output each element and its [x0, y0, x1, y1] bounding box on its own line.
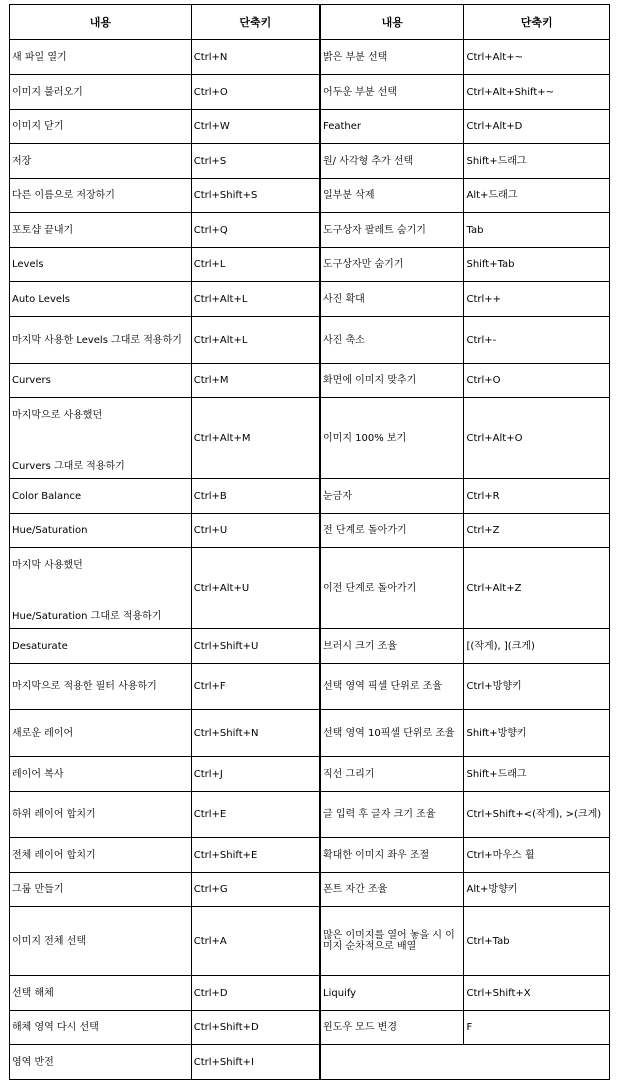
table-row — [10, 144, 320, 179]
shortcut-cell: Ctrl+Alt+~ — [464, 40, 610, 75]
table-row — [321, 398, 610, 479]
header-content: 내용 — [321, 5, 464, 40]
table-row — [321, 838, 610, 873]
table-row — [10, 364, 320, 398]
content-cell: 새 파일 열기 — [10, 40, 192, 75]
content-cell: 글 입력 후 글자 크기 조율 — [321, 792, 464, 838]
table-row — [10, 213, 320, 248]
shortcut-cell: Ctrl+Shift+S — [191, 179, 319, 213]
table-row — [10, 398, 320, 479]
table-row — [10, 629, 320, 664]
table-row — [321, 213, 610, 248]
content-cell: Auto Levels — [10, 282, 192, 317]
content-cell: 해체 영역 다시 선택 — [10, 1011, 192, 1045]
empty-cell — [321, 1045, 610, 1080]
header-shortcut: 단축키 — [464, 5, 610, 40]
shortcut-cell: Ctrl+Alt+O — [464, 398, 610, 479]
content-cell: 많은 이미지를 열어 놓을 시 이미지 순차적으로 배열 — [321, 907, 464, 976]
shortcut-cell: Ctrl+N — [191, 40, 319, 75]
shortcut-cell: [(작게), ](크게) — [464, 629, 610, 664]
content-line: 마지막으로 사용했던 — [12, 410, 103, 421]
content-cell: 밝은 부분 선택 — [321, 40, 464, 75]
table-row — [10, 1045, 320, 1080]
shortcut-cell: Alt+드래그 — [464, 179, 610, 213]
shortcut-cell: Ctrl+Alt+Shift+~ — [464, 75, 610, 110]
shortcut-cell: Ctrl+Alt+M — [191, 398, 319, 479]
shortcut-cell: Ctrl+B — [191, 479, 319, 514]
table-row — [321, 144, 610, 179]
content-line: 마지막 사용했던 — [12, 560, 83, 571]
shortcut-cell: Ctrl+S — [191, 144, 319, 179]
header-row — [321, 5, 610, 40]
table-row — [321, 110, 610, 144]
table-row — [10, 479, 320, 514]
content-cell: Curvers — [10, 364, 192, 398]
content-cell: 윈도우 모드 변경 — [321, 1011, 464, 1045]
content-cell: 이미지 불러오기 — [10, 75, 192, 110]
content-cell: 다른 이름으로 저장하기 — [10, 179, 192, 213]
content-cell: 새로운 레이어 — [10, 710, 192, 757]
table-row — [10, 514, 320, 548]
table-row — [10, 110, 320, 144]
table-row — [321, 514, 610, 548]
shortcut-cell: Ctrl+마우스 휠 — [464, 838, 610, 873]
content-cell — [10, 398, 192, 479]
content-cell: 전체 레이어 합치기 — [10, 838, 192, 873]
shortcut-cell: Ctrl+Alt+Z — [464, 548, 610, 629]
table-row — [10, 757, 320, 792]
shortcut-cell: Ctrl+U — [191, 514, 319, 548]
table-row — [10, 40, 320, 75]
content-cell: 직선 그리기 — [321, 757, 464, 792]
shortcut-cell: Ctrl+R — [464, 479, 610, 514]
table-row — [10, 1011, 320, 1045]
shortcut-cell: Ctrl+J — [191, 757, 319, 792]
content-cell: 어두운 부분 선택 — [321, 75, 464, 110]
shortcut-table-right — [320, 4, 610, 1080]
empty-row — [321, 1045, 610, 1080]
content-cell: 이미지 닫기 — [10, 110, 192, 144]
table-row — [321, 1011, 610, 1045]
table-row — [321, 282, 610, 317]
table-row — [321, 364, 610, 398]
content-cell: 이미지 100% 보기 — [321, 398, 464, 479]
shortcut-cell: Ctrl+Shift+I — [191, 1045, 319, 1080]
table-row — [321, 664, 610, 710]
table-row — [10, 317, 320, 364]
shortcut-cell: Ctrl+Alt+U — [191, 548, 319, 629]
content-cell: Liquify — [321, 976, 464, 1011]
content-cell: Hue/Saturation — [10, 514, 192, 548]
content-cell: 저장 — [10, 144, 192, 179]
shortcut-cell: Ctrl+Shift+X — [464, 976, 610, 1011]
shortcut-cell: Shift+드래그 — [464, 757, 610, 792]
table-row — [10, 838, 320, 873]
shortcut-cell: Ctrl+Shift+E — [191, 838, 319, 873]
shortcut-cell: Ctrl+W — [191, 110, 319, 144]
shortcut-cell: Ctrl+O — [191, 75, 319, 110]
content-line: Hue/Saturation 그대로 적용하기 — [12, 611, 162, 622]
shortcut-cell: Ctrl+F — [191, 664, 319, 710]
content-cell: 눈금자 — [321, 479, 464, 514]
content-cell: 이전 단계로 돌아가기 — [321, 548, 464, 629]
table-row — [10, 873, 320, 907]
content-cell: 사진 축소 — [321, 317, 464, 364]
shortcut-cell: Ctrl+Alt+L — [191, 282, 319, 317]
content-cell: Color Balance — [10, 479, 192, 514]
table-row — [10, 664, 320, 710]
table-row — [10, 907, 320, 976]
content-cell: 원/ 사각형 추가 선택 — [321, 144, 464, 179]
table-row — [321, 479, 610, 514]
content-cell: 선택 해체 — [10, 976, 192, 1011]
shortcut-cell: Ctrl+M — [191, 364, 319, 398]
content-cell: 사진 확대 — [321, 282, 464, 317]
table-row — [321, 40, 610, 75]
shortcut-cell: Ctrl+Z — [464, 514, 610, 548]
table-row — [321, 629, 610, 664]
table-row — [321, 179, 610, 213]
content-cell: 폰트 자간 조율 — [321, 873, 464, 907]
shortcut-cell: Ctrl+Shift+N — [191, 710, 319, 757]
content-cell — [10, 548, 192, 629]
content-cell: 선택 영역 10픽셀 단위로 조율 — [321, 710, 464, 757]
shortcut-cell: Ctrl+- — [464, 317, 610, 364]
table-row — [10, 976, 320, 1011]
content-cell: 화면에 이미지 맞추기 — [321, 364, 464, 398]
header-content: 내용 — [10, 5, 192, 40]
content-cell: 도구상자 팔레트 숨기기 — [321, 213, 464, 248]
table-row — [10, 792, 320, 838]
table-row — [321, 710, 610, 757]
shortcut-table-left — [9, 4, 320, 1080]
shortcut-cell: Ctrl+G — [191, 873, 319, 907]
content-cell: 브러시 크기 조율 — [321, 629, 464, 664]
shortcut-cell: Shift+Tab — [464, 248, 610, 282]
shortcut-cell: Ctrl+방향키 — [464, 664, 610, 710]
table-row — [10, 75, 320, 110]
content-cell: 마지막 사용한 Levels 그대로 적용하기 — [10, 317, 192, 364]
content-cell: 전 단계로 돌아가기 — [321, 514, 464, 548]
table-row — [10, 282, 320, 317]
content-cell: Levels — [10, 248, 192, 282]
shortcut-cell: Ctrl+E — [191, 792, 319, 838]
table-row — [321, 248, 610, 282]
table-row — [321, 792, 610, 838]
table-row — [321, 317, 610, 364]
shortcut-cell: Ctrl+Shift+D — [191, 1011, 319, 1045]
shortcut-sheet — [9, 4, 610, 1071]
content-cell: Feather — [321, 110, 464, 144]
content-cell: 마지막으로 적용한 필터 사용하기 — [10, 664, 192, 710]
table-row — [321, 907, 610, 976]
content-cell: 그룹 만들기 — [10, 873, 192, 907]
shortcut-cell: Tab — [464, 213, 610, 248]
content-cell: 도구상자만 숨기기 — [321, 248, 464, 282]
header-row — [10, 5, 320, 40]
table-row — [10, 710, 320, 757]
shortcut-cell: Alt+방향키 — [464, 873, 610, 907]
content-cell: Desaturate — [10, 629, 192, 664]
shortcut-cell: Ctrl+L — [191, 248, 319, 282]
table-row — [10, 548, 320, 629]
table-row — [321, 873, 610, 907]
content-cell: 일부분 삭제 — [321, 179, 464, 213]
content-cell: 하위 레이어 합치기 — [10, 792, 192, 838]
table-row — [321, 548, 610, 629]
table-row — [321, 75, 610, 110]
shortcut-cell: Ctrl++ — [464, 282, 610, 317]
shortcut-cell: Ctrl+O — [464, 364, 610, 398]
table-row — [10, 248, 320, 282]
shortcut-cell: Ctrl+A — [191, 907, 319, 976]
content-cell: 레이어 복사 — [10, 757, 192, 792]
table-row — [321, 757, 610, 792]
shortcut-cell: Ctrl+D — [191, 976, 319, 1011]
content-cell: 포토샵 끝내기 — [10, 213, 192, 248]
content-cell: 선택 영역 픽셀 단위로 조율 — [321, 664, 464, 710]
shortcut-cell: Ctrl+Q — [191, 213, 319, 248]
content-line: Curvers 그대로 적용하기 — [12, 461, 125, 472]
shortcut-cell: Shift+드래그 — [464, 144, 610, 179]
shortcut-cell: Ctrl+Alt+D — [464, 110, 610, 144]
shortcut-cell: F — [464, 1011, 610, 1045]
header-shortcut: 단축키 — [191, 5, 319, 40]
content-cell: 확대한 이미지 좌우 조절 — [321, 838, 464, 873]
content-cell: 영역 반전 — [10, 1045, 192, 1080]
table-row — [321, 976, 610, 1011]
shortcut-cell: Ctrl+Shift+<(작게), >(크게) — [464, 792, 610, 838]
shortcut-cell: Ctrl+Shift+U — [191, 629, 319, 664]
content-cell: 이미지 전체 선택 — [10, 907, 192, 976]
table-row — [10, 179, 320, 213]
shortcut-cell: Ctrl+Alt+L — [191, 317, 319, 364]
shortcut-cell: Shift+방향키 — [464, 710, 610, 757]
shortcut-cell: Ctrl+Tab — [464, 907, 610, 976]
